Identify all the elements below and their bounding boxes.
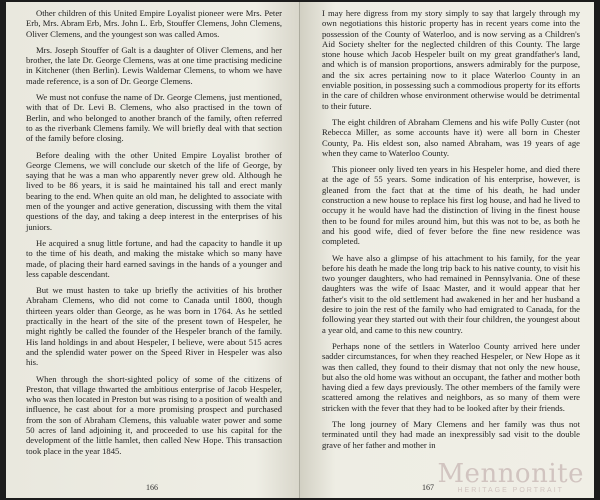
open-book: [6, 2, 594, 498]
left-page: [6, 2, 300, 498]
right-page-text: [322, 8, 580, 450]
paragraph: But we must hasten to take up briefly the activities of his brother Abraham Clemens, who did not come to Canada until 1800, though thirteen years older than George, as he was born in 1764. As he settled practically in the heart of the site of the present town of Hespeler, he might rightly be called the founder of the Hespeler branch of the family. His land holdings in and about Hespeler, I believe, were about 515 acres and the splendid water power on the Speed River in Hespeler was also his.: [26, 285, 282, 368]
paragraph: We must not confuse the name of Dr. George Clemens, just mentioned, with that of Dr. Levi B. Clemens, who also practised in the town of Berlin, and who belonged to another branch of the family, often referred to as the riverbank Clemens family. We will briefly deal with that section of the family before closing.: [26, 92, 282, 144]
paragraph: Before dealing with the other United Empire Loyalist brother of George Clemens, we will conclude our sketch of the life of George, by saying that he was a man who apparently never grew old. Although he lived to be 86 years, it is said he maintained his tall and erect manly bearing to the end. When quite an old man, he delighted to associate with men of the younger and active generation, discussing with them the vital questions of the day, and taking a deep interest in the enterprises of his juniors.: [26, 149, 282, 232]
paragraph: Perhaps none of the settlers in Waterloo County arrived here under sadder circumstances, for when they reached Hespeler, or New Hope as it was then called, they found to their dismay that not only the new house, but also the old home was without an occupant, the father and mother both having died a few days previously. The other members of the family were scattered among the relatives and neighbors, as so many of them were stricken with the fever that they had to be looked after by their friends.: [322, 340, 580, 413]
paragraph: Other children of this United Empire Loyalist pioneer were Mrs. Peter Erb, Mrs. Abram Erb, Mrs. John L. Erb, Stouffer Clemens, John Clemens, Oliver Clemens, and the youngest son was called Amos.: [26, 8, 282, 39]
paragraph: I may here digress from my story simply to say that largely through my own negotiations this historic property has in recent years come into the possession of the County of Waterloo, and is now serving as a Children's Aid Society shelter for the neglected children of this County. The large stone house which Jacob Hespeler built on my great grandfather's land, and which is of mansion proportions, answers admirably for the purpose, and the six acres pertaining now to it place Waterloo County in an enviable position, in possessing such a commodious property for its efforts in the care of children whose environment otherwise would be detrimental to their future.: [322, 8, 580, 111]
paragraph: This pioneer only lived ten years in his Hespeler home, and died there at the age of 55 years. Some indication of his enterprise, however, is gleaned from the fact that at the time of his death, he had under construction a new house to replace his first log house, and had he lived to occupy it he would have had the distinction of living in the finest house then to be found for miles around him, but this was not to be, as both he and his good wife, died of fever before the fine new residence was completed.: [322, 164, 580, 247]
paragraph: The long journey of Mary Clemens and her family was thus not terminated until they had made an inexpressibly sad visit to the double grave of her father and mother in: [322, 418, 580, 450]
watermark-title: Mennonite: [437, 459, 584, 489]
paragraph: We have also a glimpse of his attachment to his family, for the year before his death he made the long trip back to his native county, to visit his two younger daughters, who had remained in Pennsylvania. One of these daughters was the wife of Isaac Master, and it would appear that her father's visit to the old settlement had awakened in her and her husband a desire to join the rest of the family who had emigrated to Canada, for the following year they started out with their four children, the youngest about a year old, and came to this new country.: [322, 252, 580, 335]
paragraph: When through the short-sighted policy of some of the citizens of Preston, that village thwarted the ambitious enterprise of Jacob Hespeler, who was then located in Preston but was rising to a position of wealth and influence, he cast about for a more promising prospect and purchased from the son of Abraham Clemens, this valuable water power and some 50 acres of land adjoining it, and proceeded to use his capital for the development of the little hamlet, then called New Hope. This transaction took place in the year 1845.: [26, 373, 282, 456]
right-page: [300, 2, 594, 498]
page-number-right: 167: [422, 483, 434, 492]
page-number-left: 166: [146, 483, 158, 492]
paragraph: Mrs. Joseph Stouffer of Galt is a daughter of Oliver Clemens, and her brother, the late Dr. George Clemens, was at one time practising medicine in Kitchener (then Berlin). Lewis Waldemar Clemens, to whom we have made reference, is a son of Dr. George Clemens.: [26, 44, 282, 86]
paragraph: He acquired a snug little fortune, and had the capacity to handle it up to the time of his death, and making the mistake which so many have made, of placing their hard earned savings in the hands of a younger and less capable descendant.: [26, 237, 282, 279]
watermark-logo: [437, 461, 584, 494]
watermark-subtitle: HERITAGE PORTRAIT: [457, 487, 564, 494]
paragraph: The eight children of Abraham Clemens and his wife Polly Custer (not Rebecca Miller, as some accounts have it) were all born in Chester County, Pa. His eldest son, also named Abraham, was 19 years of age when they came to Waterloo County.: [322, 116, 580, 158]
left-page-text: [26, 8, 282, 456]
